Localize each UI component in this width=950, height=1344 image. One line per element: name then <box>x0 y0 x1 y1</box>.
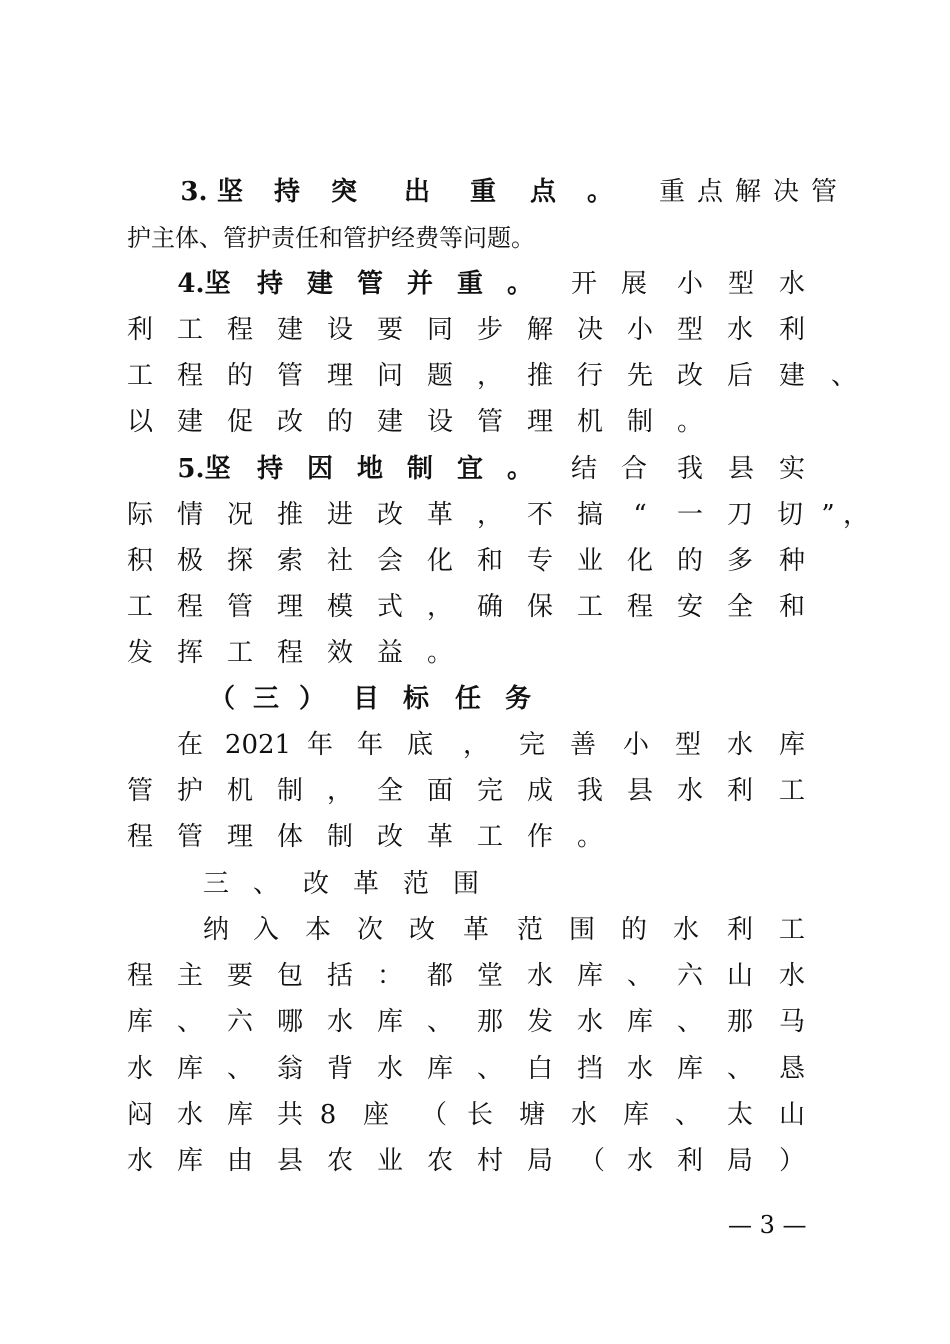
char: 专 <box>526 546 553 576</box>
char: 4.坚 <box>177 269 231 299</box>
char: 确 <box>476 592 503 622</box>
char: 地 <box>356 454 383 484</box>
para5-line4 <box>0 587 950 627</box>
char: 改 <box>676 361 703 391</box>
char: 村 <box>476 1146 503 1176</box>
char: 县 <box>727 454 754 484</box>
char: 县 <box>276 1146 303 1176</box>
char: 围 <box>452 869 479 899</box>
char: （ <box>420 1100 447 1130</box>
char: 水 <box>726 315 753 345</box>
char: 工 <box>778 915 805 945</box>
char: 。 <box>586 177 613 207</box>
char: 都 <box>426 961 453 991</box>
char: 种 <box>778 546 805 576</box>
scope-line2 <box>0 956 950 996</box>
char: 社 <box>326 546 353 576</box>
char: 、 <box>676 1007 703 1037</box>
char: 设 <box>326 315 353 345</box>
char: 局 <box>526 1146 553 1176</box>
char: 利 <box>726 776 753 806</box>
char: 管 <box>176 822 203 852</box>
char: 的 <box>326 407 353 437</box>
char: 切 <box>776 500 803 530</box>
char: 水 <box>676 776 703 806</box>
char: 程 <box>276 638 303 668</box>
para5-line3 <box>0 541 950 581</box>
char: 持 <box>273 177 300 207</box>
char: 探 <box>226 546 253 576</box>
char: 完 <box>518 730 545 760</box>
char: 2021 <box>224 730 292 760</box>
char: 水 <box>626 1054 653 1084</box>
char: 程 <box>176 592 203 622</box>
char: 多 <box>726 546 753 576</box>
char: 库 <box>226 1100 253 1130</box>
char: 农 <box>326 1146 353 1176</box>
char: ， <box>476 361 503 391</box>
char: 我 <box>676 454 703 484</box>
char: 务 <box>504 684 531 714</box>
char: ， <box>462 730 489 760</box>
char: 小 <box>622 730 649 760</box>
char: 标 <box>402 684 429 714</box>
char: 库 <box>576 961 603 991</box>
char: 工 <box>126 592 153 622</box>
char: 出 <box>403 177 430 207</box>
char: 要 <box>376 315 403 345</box>
char: 工 <box>226 638 253 668</box>
char: 、 <box>426 1007 453 1037</box>
char: 六 <box>676 961 703 991</box>
char: 主 <box>176 961 203 991</box>
char: 改 <box>302 869 329 899</box>
char: 全 <box>726 592 753 622</box>
char: 水 <box>126 1146 153 1176</box>
char: 管 <box>226 592 253 622</box>
char: 问 <box>376 361 403 391</box>
char: 管 <box>476 407 503 437</box>
char: 程 <box>626 592 653 622</box>
subheading-goals <box>0 679 950 719</box>
scope-line4 <box>0 1049 950 1089</box>
char: 那 <box>476 1007 503 1037</box>
char: 本 <box>304 915 331 945</box>
char: 利 <box>726 915 753 945</box>
char: 极 <box>176 546 203 576</box>
char: 效 <box>326 638 353 668</box>
char: 持 <box>256 269 283 299</box>
char: 推 <box>526 361 553 391</box>
char: 机 <box>576 407 603 437</box>
char: 工 <box>576 592 603 622</box>
char: 库 <box>676 1054 703 1084</box>
char: 坚 <box>216 177 243 207</box>
char: 工 <box>176 315 203 345</box>
char: 化 <box>626 546 653 576</box>
char: 重 <box>469 177 496 207</box>
char: 挥 <box>176 638 203 668</box>
char: 由 <box>226 1146 253 1176</box>
char: 理 <box>226 822 253 852</box>
char: 理 <box>526 407 553 437</box>
char: 太 <box>726 1100 753 1130</box>
scope-line3 <box>0 1002 950 1042</box>
char: 制 <box>406 454 433 484</box>
char: 发 <box>526 1007 553 1037</box>
char: （ <box>578 1146 605 1176</box>
char: 机 <box>226 776 253 806</box>
char: 库 <box>126 1007 153 1037</box>
char: 的 <box>676 546 703 576</box>
char: 白 <box>526 1054 553 1084</box>
char: 塘 <box>518 1100 545 1130</box>
char: 设 <box>426 407 453 437</box>
char: 点 <box>529 177 556 207</box>
char: 程 <box>226 315 253 345</box>
char: 库 <box>376 1007 403 1037</box>
char: 理 <box>276 592 303 622</box>
char: 建 <box>176 407 203 437</box>
para4-line4 <box>0 402 950 442</box>
char: 挡 <box>576 1054 603 1084</box>
char: 。 <box>426 638 453 668</box>
char: 宜 <box>456 454 483 484</box>
char: 搞 <box>576 500 603 530</box>
char: 况 <box>226 500 253 530</box>
char: 水 <box>626 1146 653 1176</box>
char: 小 <box>626 315 653 345</box>
char: 库 <box>176 1146 203 1176</box>
char: 管 <box>356 269 383 299</box>
char: 括 <box>326 961 353 991</box>
char: 持 <box>256 454 283 484</box>
char: 水 <box>176 1100 203 1130</box>
char: 水 <box>526 961 553 991</box>
char: 目 <box>352 684 379 714</box>
para5-line5 <box>0 633 950 673</box>
char: 水 <box>126 1054 153 1084</box>
char: 面 <box>426 776 453 806</box>
char: 解 <box>526 315 553 345</box>
scope-line5 <box>0 1095 950 1135</box>
char: 工 <box>778 776 805 806</box>
char: 业 <box>376 1146 403 1176</box>
char: 不 <box>526 500 553 530</box>
char: 年 <box>356 730 383 760</box>
char: 那 <box>726 1007 753 1037</box>
char: 5.坚 <box>177 454 231 484</box>
char: 因 <box>306 454 333 484</box>
char: 水 <box>376 1054 403 1084</box>
char: 成 <box>526 776 553 806</box>
char: 背 <box>326 1054 353 1084</box>
char: 管 <box>810 177 837 207</box>
char: 以 <box>126 407 153 437</box>
char: 程 <box>126 961 153 991</box>
char: 点 <box>696 177 723 207</box>
char: ， <box>476 500 503 530</box>
scope-line1 <box>0 910 950 950</box>
char: 水 <box>778 269 805 299</box>
char: 库 <box>626 1007 653 1037</box>
char: 重 <box>456 269 483 299</box>
char: ） <box>778 1146 805 1176</box>
char: 。 <box>676 407 703 437</box>
char: 年 <box>306 730 333 760</box>
char: 共 <box>276 1100 303 1130</box>
char: 堂 <box>476 961 503 991</box>
char: 水 <box>778 961 805 991</box>
char: 包 <box>276 961 303 991</box>
para4-line3 <box>0 356 950 396</box>
char: 益 <box>376 638 403 668</box>
para4-line2 <box>0 310 950 350</box>
char: 建 <box>778 361 805 391</box>
char: 3. <box>180 177 208 207</box>
char: ， <box>842 500 869 530</box>
char: 善 <box>569 730 596 760</box>
char: 改 <box>376 500 403 530</box>
scope-line6 <box>0 1141 950 1181</box>
char: 次 <box>356 915 383 945</box>
char: 同 <box>426 315 453 345</box>
char: 开 <box>570 269 597 299</box>
char: 、 <box>476 1054 503 1084</box>
char: 突 <box>330 177 357 207</box>
char: 决 <box>576 315 603 345</box>
char: ， <box>426 592 453 622</box>
char: 水 <box>672 915 699 945</box>
char: 闷 <box>126 1100 153 1130</box>
char: 六 <box>226 1007 253 1037</box>
char: 入 <box>252 915 279 945</box>
char: 体 <box>276 822 303 852</box>
char: 、 <box>252 869 279 899</box>
char: 和 <box>476 546 503 576</box>
char: 。 <box>506 454 533 484</box>
char: 库 <box>778 730 805 760</box>
goal-line2 <box>0 771 950 811</box>
char: 水 <box>570 1100 597 1130</box>
char: “ <box>633 500 647 530</box>
char: 局 <box>726 1146 753 1176</box>
char: 恳 <box>778 1054 805 1084</box>
char: 8 <box>319 1100 337 1130</box>
char: 解 <box>734 177 761 207</box>
char: 改 <box>376 822 403 852</box>
char: ” <box>821 500 835 530</box>
para3-line2: 护主体、管护责任和管护经费等问题。 <box>127 224 535 252</box>
char: 重 <box>658 177 685 207</box>
char: 翁 <box>276 1054 303 1084</box>
char: 后 <box>726 361 753 391</box>
char: 管 <box>126 776 153 806</box>
para4-line1 <box>0 264 950 304</box>
char: 座 <box>362 1100 389 1130</box>
char: 。 <box>576 822 603 852</box>
para3-line1 <box>0 172 950 212</box>
char: 水 <box>576 1007 603 1037</box>
char: 题 <box>426 361 453 391</box>
char: 革 <box>462 915 489 945</box>
char: 改 <box>276 407 303 437</box>
char: 建 <box>276 315 303 345</box>
char: 范 <box>516 915 543 945</box>
char: ， <box>326 776 353 806</box>
char: 发 <box>126 638 153 668</box>
char: 建 <box>376 407 403 437</box>
char: 型 <box>727 269 754 299</box>
char: 和 <box>778 592 805 622</box>
char: 、 <box>674 1100 701 1130</box>
char: 索 <box>276 546 303 576</box>
char: 利 <box>126 315 153 345</box>
para5-line1 <box>0 449 950 489</box>
char: 制 <box>626 407 653 437</box>
char: 情 <box>176 500 203 530</box>
char: 促 <box>226 407 253 437</box>
char: 山 <box>726 961 753 991</box>
char: 业 <box>576 546 603 576</box>
char: 式 <box>376 592 403 622</box>
char: 、 <box>726 1054 753 1084</box>
char: 制 <box>276 776 303 806</box>
char: 水 <box>326 1007 353 1037</box>
char: 围 <box>568 915 595 945</box>
char: 库 <box>176 1054 203 1084</box>
char: 展 <box>620 269 647 299</box>
char: 三 <box>252 684 279 714</box>
goal-line1 <box>0 725 950 765</box>
char: 纳 <box>202 915 229 945</box>
char: 三 <box>202 869 229 899</box>
char: 、 <box>176 1007 203 1037</box>
page-number: — 3 — <box>728 1211 807 1239</box>
char: 、 <box>226 1054 253 1084</box>
char: 行 <box>576 361 603 391</box>
char: 农 <box>426 1146 453 1176</box>
char: 建 <box>306 269 333 299</box>
char: 结 <box>570 454 597 484</box>
char: 库 <box>622 1100 649 1130</box>
char: 决 <box>772 177 799 207</box>
char: 际 <box>126 500 153 530</box>
char: 工 <box>126 361 153 391</box>
char: ） <box>298 684 325 714</box>
char: 库 <box>426 1054 453 1084</box>
char: 山 <box>778 1100 805 1130</box>
char: 革 <box>352 869 379 899</box>
char: 工 <box>476 822 503 852</box>
char: 护 <box>176 776 203 806</box>
char: 模 <box>326 592 353 622</box>
char: 理 <box>326 361 353 391</box>
char: 的 <box>226 361 253 391</box>
para5-line2 <box>0 495 950 535</box>
char: 合 <box>620 454 647 484</box>
char: 范 <box>402 869 429 899</box>
char: 先 <box>626 361 653 391</box>
char: 实 <box>778 454 805 484</box>
char: 型 <box>676 315 703 345</box>
char: 进 <box>326 500 353 530</box>
char: 在 <box>176 730 203 760</box>
char: 步 <box>476 315 503 345</box>
char: 刀 <box>726 500 753 530</box>
char: 我 <box>576 776 603 806</box>
char: 改 <box>408 915 435 945</box>
char: 马 <box>778 1007 805 1037</box>
char: 小 <box>676 269 703 299</box>
char: 县 <box>626 776 653 806</box>
char: 利 <box>676 1146 703 1176</box>
char: 任 <box>454 684 481 714</box>
char: 一 <box>676 500 703 530</box>
char: 要 <box>226 961 253 991</box>
char: 程 <box>126 822 153 852</box>
char: 水 <box>726 730 753 760</box>
char: 长 <box>466 1100 493 1130</box>
char: 会 <box>376 546 403 576</box>
char: 底 <box>406 730 433 760</box>
char: 管 <box>276 361 303 391</box>
goal-line3 <box>0 817 950 857</box>
char: 革 <box>426 822 453 852</box>
char: （ <box>208 684 235 714</box>
char: ： <box>376 961 403 991</box>
char: 积 <box>126 546 153 576</box>
char: 程 <box>176 361 203 391</box>
char: 并 <box>406 269 433 299</box>
char: 安 <box>676 592 703 622</box>
char: 推 <box>276 500 303 530</box>
section-heading-scope <box>0 864 950 904</box>
char: 、 <box>830 361 857 391</box>
char: 制 <box>326 822 353 852</box>
char: 革 <box>426 500 453 530</box>
char: 哪 <box>276 1007 303 1037</box>
char: 的 <box>620 915 647 945</box>
char: 全 <box>376 776 403 806</box>
char: 。 <box>506 269 533 299</box>
char: 、 <box>626 961 653 991</box>
char: 化 <box>426 546 453 576</box>
char: 保 <box>526 592 553 622</box>
char: 作 <box>526 822 553 852</box>
char: 利 <box>778 315 805 345</box>
char: 型 <box>674 730 701 760</box>
char: 完 <box>476 776 503 806</box>
